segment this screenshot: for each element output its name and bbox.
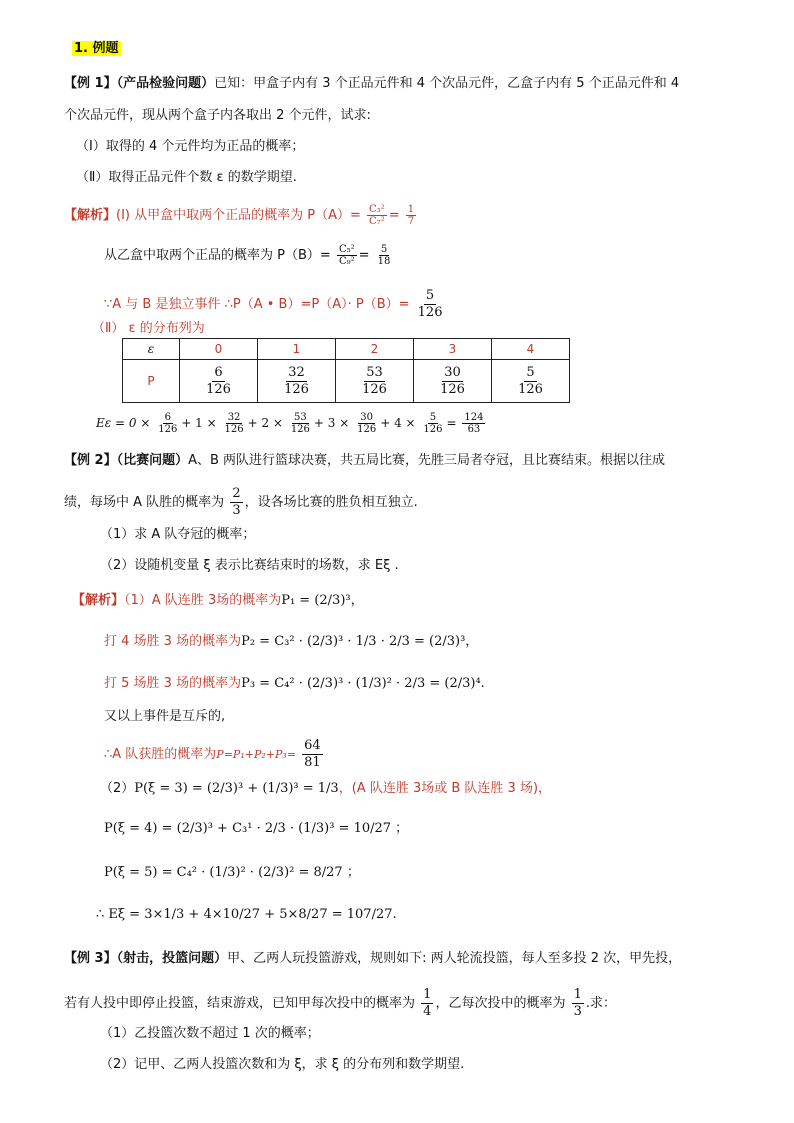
table-header-cell: 3 [414, 339, 492, 360]
table-header-cell: 2 [336, 339, 414, 360]
table-cell: $\frac{30}{126}$ [414, 360, 492, 403]
fraction: $\frac{5}{18}$ [377, 244, 391, 267]
ex2-solution-line-9: ∴ Eξ = 3×1/3 + 4×10/27 + 5×8/27 = 107/27. [96, 907, 397, 922]
ex1-question-2: （Ⅱ）取得正品元件个数 ε 的数学期望. [76, 170, 297, 185]
solution-tag: 【解析】 [64, 208, 117, 223]
section-heading: 1. 例题 [74, 41, 119, 56]
fraction: $\frac{5}{126}$ [417, 288, 443, 320]
ex2-line-2: 绩，每场中 A 队胜的概率为 $\frac{2}{3}$ ，设各场比赛的胜负相互独立. [64, 486, 418, 518]
ex3-question-2: （2）记甲、乙两人投篮次数和为 ξ，求 ξ 的分布列和数学期望. [100, 1057, 465, 1072]
ex1-solution-line-4: （Ⅱ） ε 的分布列为 [92, 321, 205, 336]
ex1-text-1: 已知：甲盒子内有 3 个正品元件和 4 个次品元件，乙盒子内有 5 个正品元件和 4 [214, 76, 680, 91]
table-cell: $\frac{6}{126}$ [180, 360, 258, 403]
table-header-cell: 1 [258, 339, 336, 360]
table-header-row [123, 339, 570, 360]
ex2-question-1: （1）求 A 队夺冠的概率； [100, 527, 256, 542]
table-header-cell: 0 [180, 339, 258, 360]
table-header-cell: ε [123, 339, 180, 360]
ex1-solution-line-1: 【解析】(Ⅰ) 从甲盒中取两个正品的概率为 P（A）= $\frac{\text{C₃²}}{\text{C₇²}}$ = $\frac{1}{7}$ [64, 204, 415, 227]
ex2-solution-line-2: 打 4 场胜 3 场的概率为P₂ = C₃² · (2/3)³ · 1/3 · 2/3 = (2/3)³， [104, 634, 479, 649]
table-cell: $\frac{53}{126}$ [336, 360, 414, 403]
fraction: $\frac{1}{7}$ [407, 204, 415, 227]
distribution-table [122, 338, 570, 403]
ex2-solution-line-8: P(ξ = 5) = C₄² · (1/3)² · (2/3)² = 8/27 ； [104, 865, 360, 880]
ex1-topic: （产品检验问题） [116, 76, 215, 91]
ex2-solution-line-3: 打 5 场胜 3 场的概率为P₃ = C₄² · (2/3)³ · (1/3)² · 2/3 = (2/3)⁴. [104, 676, 485, 691]
ex1-solution-line-3: ∵A 与 B 是独立事件 ∴P（A • B）=P（A）· P（B）= $\frac{5}{126}$ [104, 288, 443, 320]
ex2-solution-line-5: ∴A 队获胜的概率为P=P₁+P₂+P₃= $\frac{64}{81}$ [104, 738, 321, 770]
ex3-line-2: 若有人投中即停止投篮，结束游戏，已知甲每次投中的概率为 $\frac{1}{4}$ ，乙每次投中的概率为 $\frac{1}{3}$ .求： [64, 987, 617, 1019]
ex1-solution-line-2: 从乙盒中取两个正品的概率为 P（B）= $\frac{\text{C₅²}}{\text{C₉²}}$ = $\frac{5}{18}$ [104, 244, 391, 267]
fraction: $\frac{\text{C₃²}}{\text{C₇²}}$ [369, 204, 385, 227]
table-row [123, 360, 570, 403]
ex2-line-1: 【例 2】（比赛问题）A、B 两队进行篮球决赛，共五局比赛，先胜三局者夺冠，且比赛结束。根据以往成 [64, 453, 666, 468]
ex1-line-1 [64, 75, 679, 93]
table-row-label: P [123, 360, 180, 403]
ex1-line-2: 个次品元件，现从两个盒子内各取出 2 个元件，试求: [64, 108, 371, 123]
ex2-solution-line-7: P(ξ = 4) = (2/3)³ + C₃¹ · 2/3 · (1/3)³ = 10/27 ； [104, 821, 409, 836]
expectation-formula: Eε = 0 × $\frac{6}{126}$ + 1 × $\frac{32}{126}$ + 2 × $\frac{53}{126}$ + 3 × $\frac{30}{126}$ + 4 × $\frac{5}{126}$ = $\frac{124}{63}$ [96, 412, 484, 435]
ex2-solution-line-6: （2）P(ξ = 3) = (2/3)³ + (1/3)³ = 1/3，(A 队连胜 3场或 B 队连胜 3 场)， [100, 781, 552, 796]
ex3-line-1: 【例 3】（射击，投篮问题）甲、乙两人玩投篮游戏，规则如下: 两人轮流投篮，每人至多投 2 次，甲先投， [64, 951, 682, 966]
ex2-solution-line-1: 【解析】（1）A 队连胜 3场的概率为P₁ = (2/3)³， [72, 593, 364, 608]
fraction: $\frac{\text{C₅²}}{\text{C₉²}}$ [338, 244, 355, 267]
ex1-question-1: （Ⅰ）取得的 4 个元件均为正品的概率； [76, 139, 305, 154]
table-cell: $\frac{5}{126}$ [492, 360, 570, 403]
ex3-question-1: （1）乙投篮次数不超过 1 次的概率； [100, 1026, 320, 1041]
table-cell: $\frac{32}{126}$ [258, 360, 336, 403]
ex1-tag: 【例 1】 [64, 76, 117, 91]
table-header-cell: 4 [492, 339, 570, 360]
ex2-solution-line-4: 又以上事件是互斥的, [104, 709, 226, 724]
ex2-question-2: （2）设随机变量 ξ 表示比赛结束时的场数，求 Eξ . [100, 558, 399, 573]
